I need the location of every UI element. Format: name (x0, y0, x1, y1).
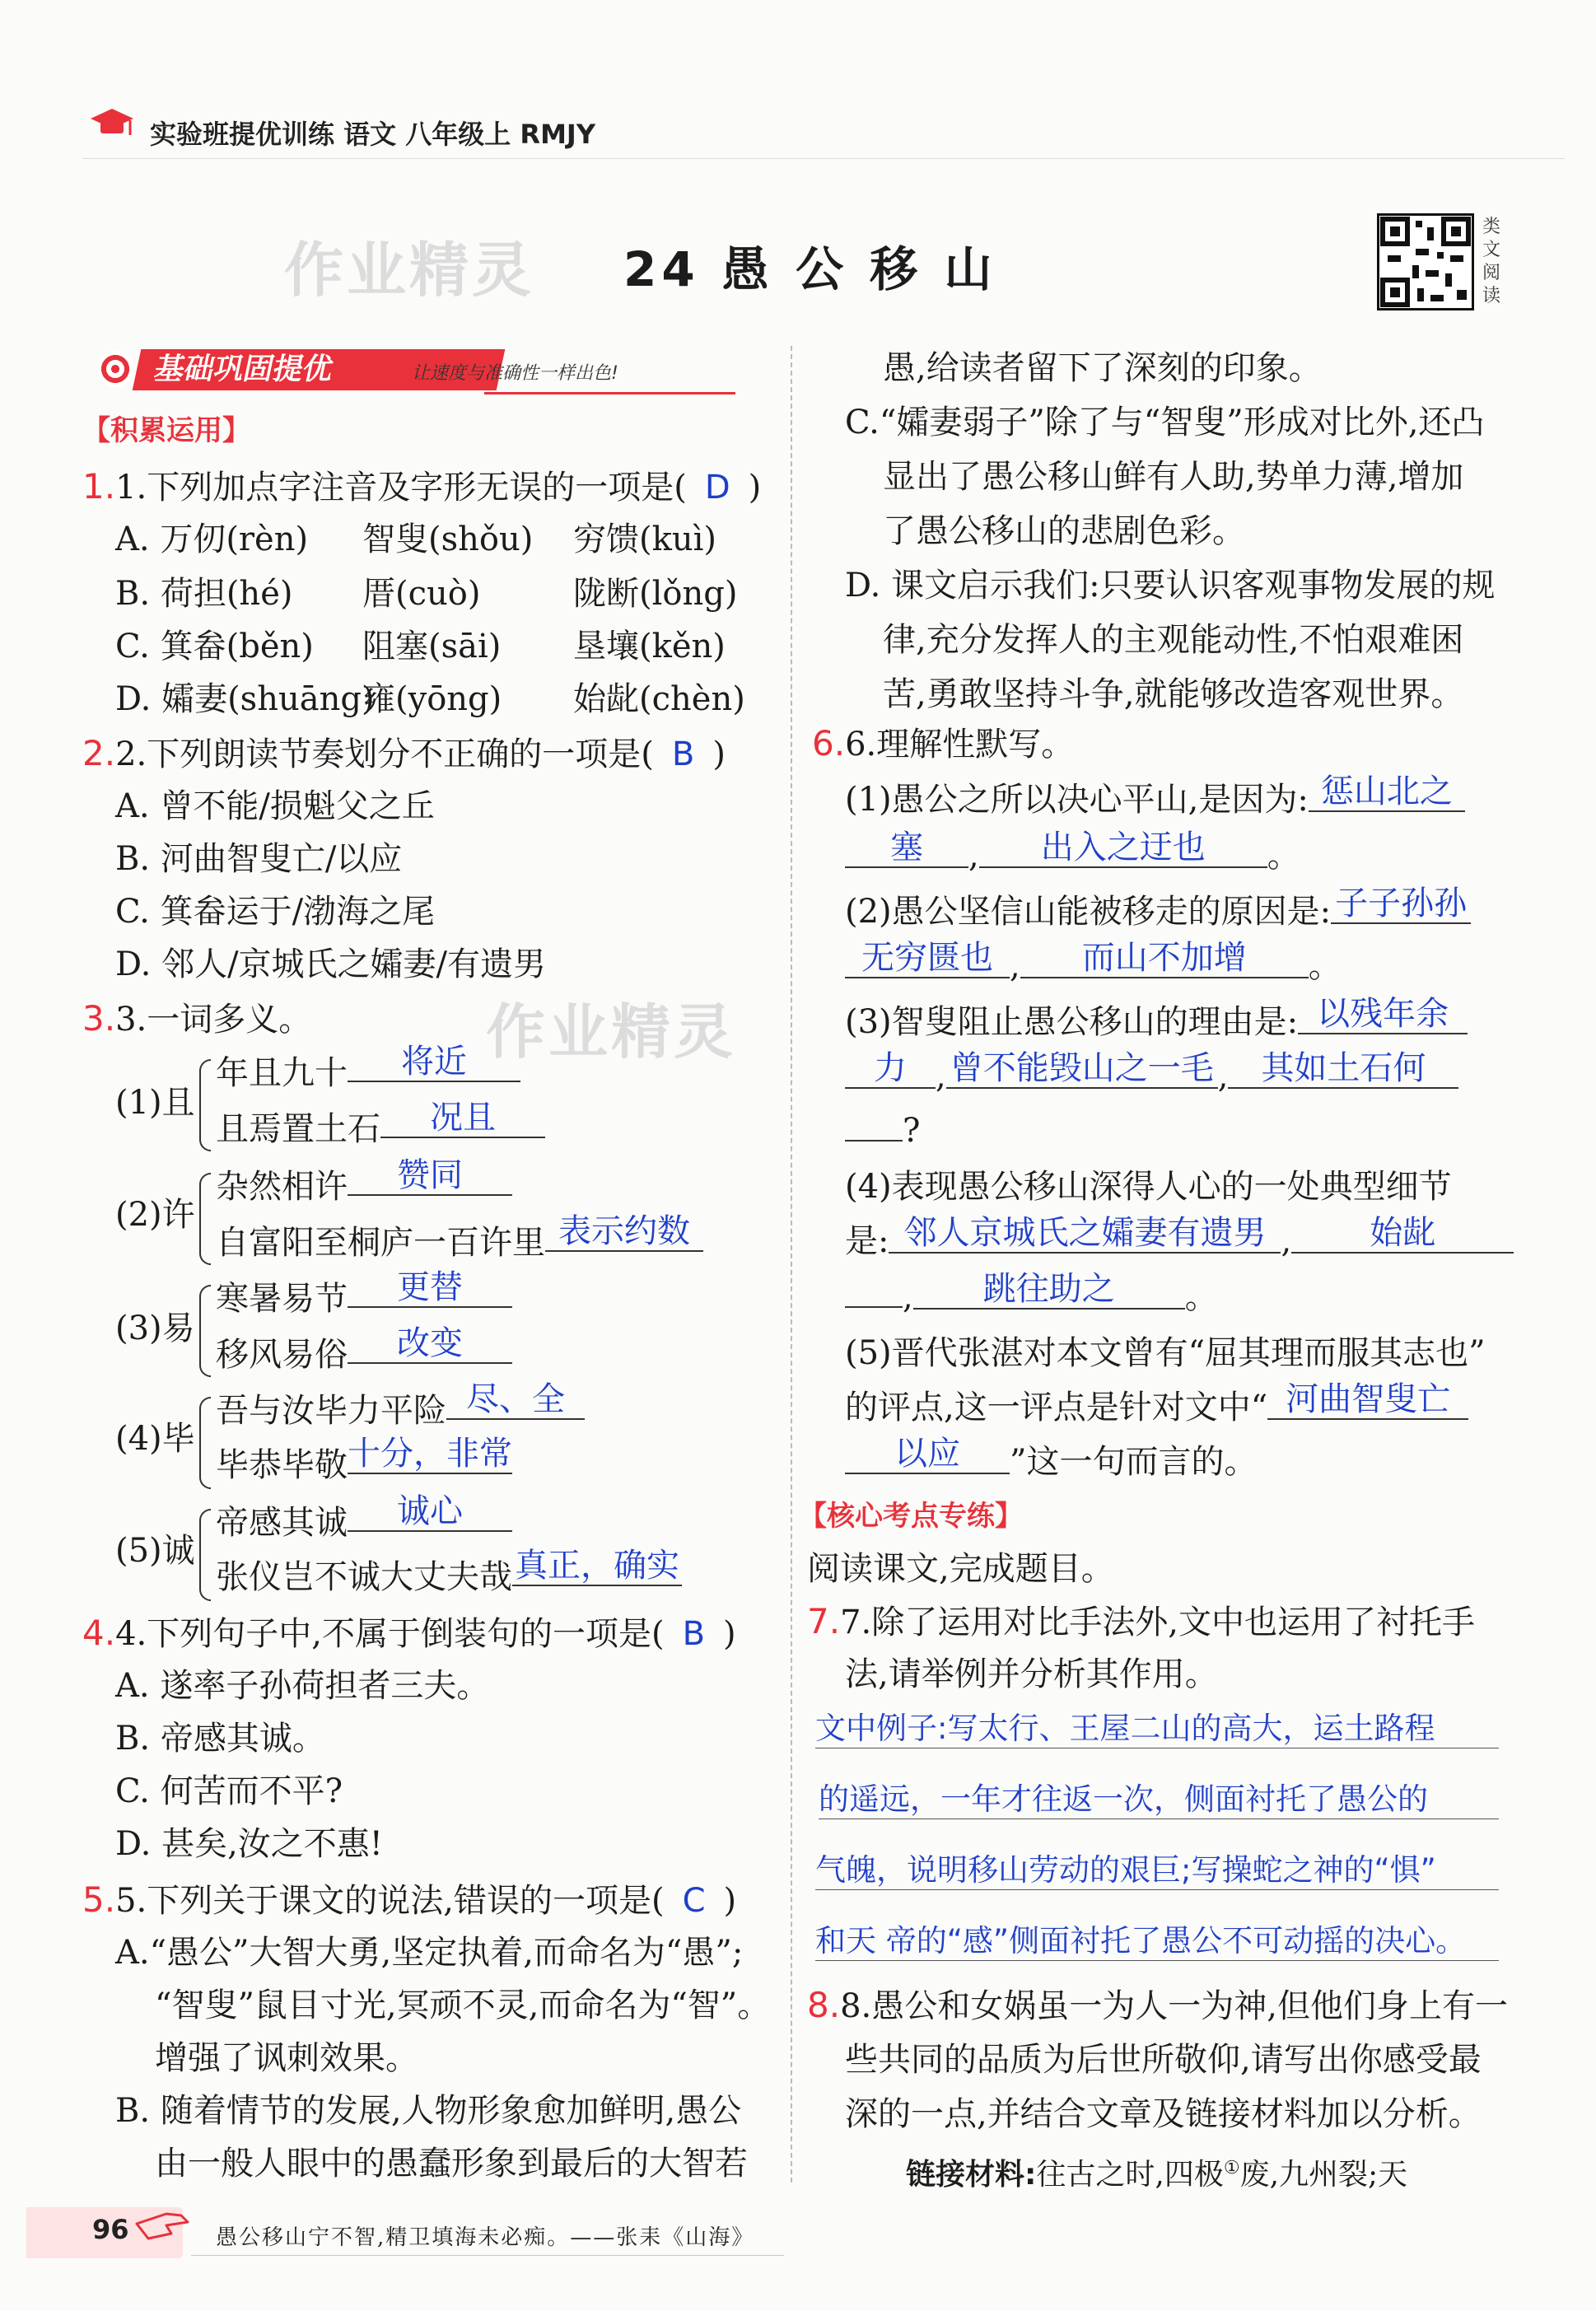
q6-p3c: ? (845, 1112, 920, 1150)
q3-item: 帝感其诚 诚心 (216, 1504, 512, 1543)
q3-label: (5)诚 (115, 1532, 195, 1570)
q6-p1b: 塞 , 出入之迂也 。 (845, 837, 1300, 876)
q3-item: 毕恭毕敬十分，非常 (216, 1435, 512, 1484)
q5-line: 由一般人眼中的愚蠢形象到最后的大智若 (155, 2145, 748, 2183)
q3-label: (4)毕 (115, 1420, 195, 1458)
question-7: 7.7.除了运用对比手法外,文中也运用了衬托手 (807, 1601, 1475, 1641)
question-7-cont: 法,请举例并分析其作用。 (845, 1655, 1218, 1693)
q1-option: 智叟(shǒu) (362, 521, 534, 558)
banner-slogan: 让速度与准确性一样出色! (412, 363, 618, 384)
header-title: 实验班提优训练 语文 八年级上 RMJY (150, 119, 595, 150)
q1-answer: D (704, 469, 730, 507)
q1-option: 阻塞(sāi) (362, 628, 502, 665)
q3-item: 张仪岂不诚大丈夫哉真正，确实 (216, 1558, 682, 1598)
q1-option: A. 万仞(rèn) (115, 521, 309, 558)
qr-label: 类文阅读 (1482, 217, 1501, 306)
q3-item: 寒暑易节 更替 (216, 1280, 512, 1319)
q3-item: 年且九十 将近 (216, 1054, 520, 1094)
q4-option: C. 何苦而不平? (115, 1772, 343, 1810)
q1-option: 始龀(chèn) (573, 680, 745, 718)
section-banner (89, 346, 735, 394)
q5-line: 律,充分发挥人的主观能动性,不怕艰难困 (883, 621, 1464, 659)
q4-option: B. 帝感其诚。 (115, 1720, 325, 1758)
q3-label: (3)易 (115, 1310, 195, 1347)
page-number: 96 (92, 2214, 129, 2245)
q3-item: 自富阳至桐庐一百许里 表示约数 (216, 1224, 703, 1263)
q6-p5: (5)晋代张湛对本文曾有“屈其理而服其志也” (845, 1334, 1486, 1372)
q1-option: 厝(cuò) (362, 575, 481, 613)
link-material: 链接材料:往古之时,四极①废,九州裂;天 (906, 2158, 1408, 2192)
question-2: 2.2.下列朗读节奏划分不正确的一项是( B ) (82, 733, 726, 773)
q5-line: 增强了讽刺效果。 (155, 2039, 418, 2077)
q6-p2: (2)愚公坚信山能被移走的原因是: 子子孙孙 (845, 893, 1471, 932)
subsection-title: 【积累运用】 (82, 414, 250, 447)
q7-answer-line: 的遥远，一年才往返一次，侧面衬托了愚公的 (819, 1781, 1499, 1819)
q4-option: D. 甚矣,汝之不惠! (115, 1825, 383, 1863)
q1-option: 雍(yōng) (362, 680, 502, 718)
banner-label: 基础巩固提优 (133, 349, 506, 390)
q6-p4: (4)表现愚公移山深得人心的一处典型细节 (845, 1168, 1452, 1206)
footer-rule (191, 2255, 784, 2256)
watermark: 作业精灵 (284, 236, 535, 305)
q2-option: A. 曾不能/损魁父之丘 (115, 787, 435, 825)
q4-answer: B (682, 1615, 706, 1653)
q3-label: (1)且 (115, 1084, 195, 1122)
question-8-cont: 些共同的品质为后世所敬仰,请写出你感受最 (845, 2041, 1482, 2079)
q6-p5c: 以应 ”这一句而言的。 (845, 1443, 1257, 1482)
lesson-title: 24 愚 公 移 山 (623, 241, 997, 297)
qr-code-icon[interactable] (1379, 216, 1472, 308)
q5-line: 显出了愚公移山鲜有人助,势单力薄,增加 (883, 458, 1464, 496)
column-divider (791, 346, 792, 2183)
q6-p5b: 的评点,这一评点是针对文中“ 河曲智叟亡 (845, 1389, 1468, 1428)
q3-item: 杂然相许 赞同 (216, 1168, 512, 1207)
q5-line: D. 课文启示我们:只要认识客观事物发展的规 (845, 567, 1496, 605)
question-4: 4.4.下列句子中,不属于倒装句的一项是( B ) (82, 1613, 736, 1653)
q1-option: D. 孀妻(shuāng) (115, 680, 375, 718)
q6-p1: (1)愚公之所以决心平山,是因为: 惩山北之 (845, 781, 1465, 820)
q2-option: C. 箕畚运于/渤海之尾 (115, 893, 436, 931)
subsection-title: 【核心考点专练】 (799, 1500, 1023, 1533)
read-instruction: 阅读课文,完成题目。 (807, 1550, 1114, 1588)
q5-line: A.“愚公”大智大勇,坚定执着,而命名为“愚”; (115, 1934, 744, 1972)
q5-line: C.“孀妻弱子”除了与“智叟”形成对比外,还凸 (845, 404, 1485, 441)
watermark: 作业精灵 (486, 997, 737, 1067)
q5-line: 了愚公移山的悲剧色彩。 (883, 512, 1245, 550)
q2-option: D. 邻人/京城氏之孀妻/有遗男 (115, 945, 547, 983)
q1-option: 穷馈(kuì) (573, 521, 717, 558)
q5-answer: C (682, 1882, 706, 1920)
footer-quote: 愚公移山宁不智,精卫填海未必痴。——张耒《山海》 (216, 2225, 755, 2250)
q3-item: 移风易俗 改变 (216, 1336, 512, 1375)
q6-p3: (3)智叟阻止愚公移山的理由是: 以残年余 (845, 1003, 1468, 1043)
q3-item: 且焉置土石 况且 (216, 1110, 545, 1150)
question-1: 1.1.下列加点字注音及字形无误的一项是( D ) (82, 466, 762, 507)
q7-answer-line: 气魄，说明移山劳动的艰巨;写操蛇之神的“惧” (815, 1851, 1499, 1890)
q1-option: B. 荷担(hé) (115, 575, 293, 613)
question-8: 8.8.愚公和女娲虽一为人一为神,但他们身上有一 (807, 1985, 1508, 2025)
q2-option: B. 河曲智叟亡/以应 (115, 840, 403, 878)
q6-p2b: 无穷匮也 , 而山不加增 。 (845, 947, 1342, 987)
q5-line: “智叟”鼠目寸光,冥顽不灵,而命名为“智”。 (155, 1987, 771, 2024)
q7-answer-line: 文中例子:写太行、王屋二山的高大，运土路程 (815, 1710, 1499, 1748)
q6-p3b: 力 , 曾不能毁山之一毛 , 其如土石何 (845, 1057, 1458, 1097)
q4-option: A. 遂率子孙荷担者三夫。 (115, 1667, 490, 1705)
q1-stem: 1.下列加点字注音及字形无误的一项是( (115, 469, 687, 507)
q1-option: 垦壤(kěn) (573, 628, 726, 665)
q5-line: B. 随着情节的发展,人物形象愈加鲜明,愚公 (115, 2092, 742, 2130)
question-6: 6.6.理解性默写。 (812, 723, 1075, 763)
pointing-hand-icon (133, 2199, 191, 2248)
q3-item: 吾与汝毕力平险 尽、全 (216, 1392, 585, 1431)
question-8-cont: 深的一点,并结合文章及链接材料加以分析。 (845, 2095, 1482, 2133)
target-icon (97, 351, 133, 387)
q7-answer-line: 和天 帝的“感”侧面衬托了愚公不可动摇的决心。 (815, 1922, 1499, 1961)
q5-line: 苦,勇敢坚持斗争,就能够改造客观世界。 (883, 675, 1464, 713)
header-rule (82, 158, 1565, 159)
q2-answer: B (671, 735, 695, 773)
q6-p4b: 是: 邻人京城氏之孀妻有遗男 , 始龀 (845, 1222, 1514, 1262)
question-5: 5.5.下列关于课文的说法,错误的一项是( C ) (82, 1879, 737, 1920)
question-3: 3.3.一词多义。 (82, 998, 312, 1039)
q6-p4c: , 跳往助之 。 (845, 1278, 1218, 1318)
q5-line: 愚,给读者留下了深刻的印象。 (883, 349, 1322, 387)
q1-option: C. 箕畚(běn) (115, 628, 314, 665)
q1-option: 陇断(lǒng) (573, 575, 738, 613)
q3-label: (2)许 (115, 1196, 195, 1234)
header-logo-icon (89, 107, 135, 140)
